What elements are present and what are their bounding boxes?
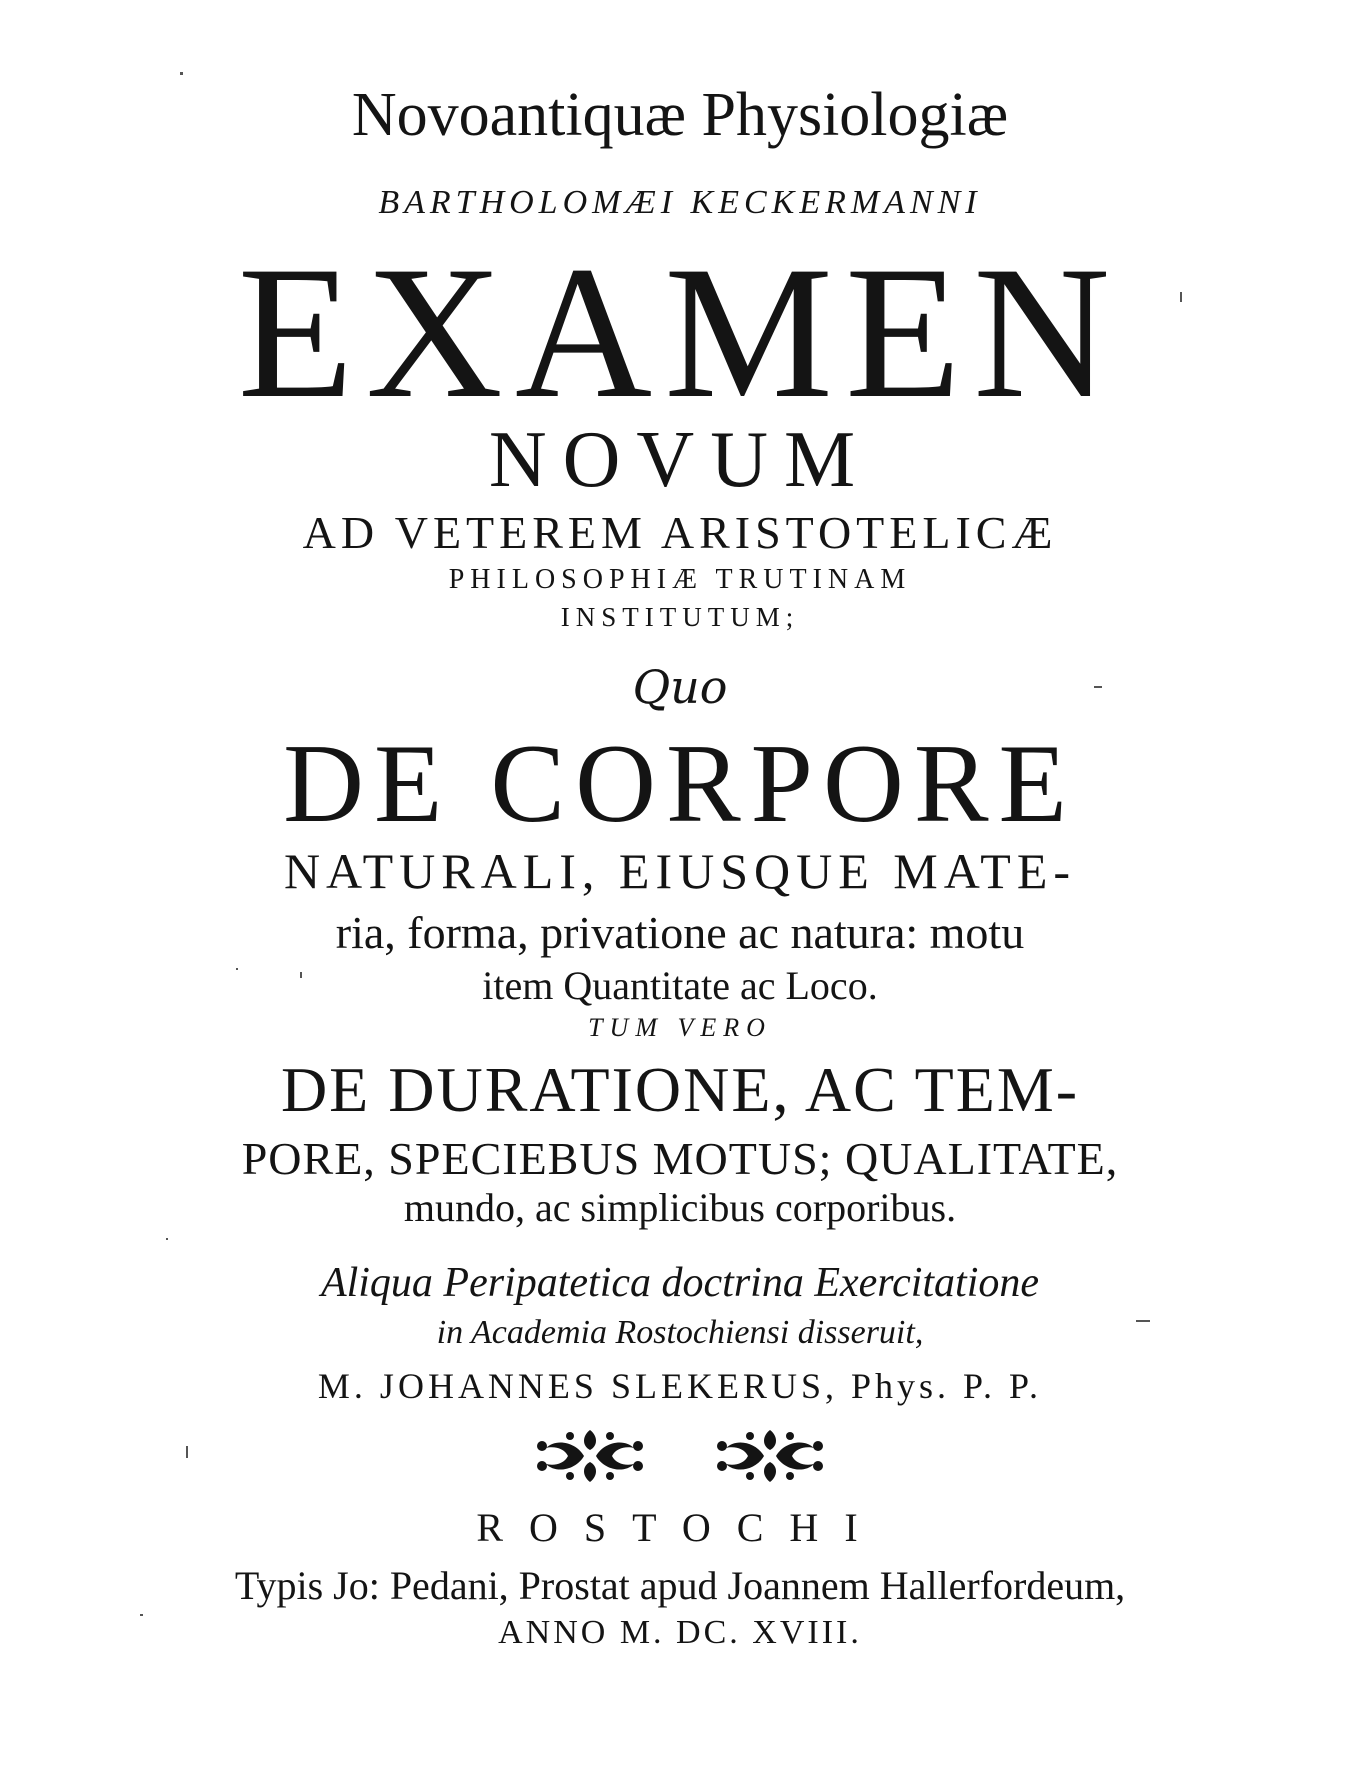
- book-title: Novoantiquæ Physiologiæ: [351, 81, 1009, 149]
- in-academia-line: in Academia Rostochiensi disseruit,: [436, 1314, 924, 1351]
- novum-heading: NOVUM: [488, 416, 872, 504]
- fleuron-ornament-icon: [510, 1424, 850, 1488]
- respondent-name: M. JOHANNES SLEKERUS, Phys. P. P.: [317, 1366, 1043, 1406]
- tum-vero-line: TUM VERO: [588, 1013, 772, 1042]
- ria-forma-line: ria, forma, privatione ac natura: motu: [335, 907, 1025, 958]
- institutum-line: INSTITUTUM;: [560, 602, 800, 632]
- quo-word: Quo: [632, 660, 728, 714]
- ad-veterem-line: AD VETEREM ARISTOTELICÆ: [302, 507, 1058, 558]
- aliqua-line: Aliqua Peripatetica doctrina Exercitatione: [320, 1260, 1040, 1306]
- naturali-line: NATURALI, EIUSQUE MATE-: [283, 843, 1077, 899]
- examen-heading: EXAMEN: [237, 228, 1123, 438]
- printer-line: Typis Jo: Pedani, Prostat apud Joannem Hallerfordeum,: [234, 1563, 1126, 1608]
- year-line: ANNO M. DC. XVIII.: [498, 1614, 862, 1651]
- place-of-printing: ROSTOCHI: [476, 1505, 884, 1550]
- author-name: BARTHOLOMÆI KECKERMANNI: [378, 184, 982, 221]
- item-quantitate-line: item Quantitate ac Loco.: [482, 963, 878, 1008]
- philosophiae-line: PHILOSOPHIÆ TRUTINAM: [448, 564, 912, 595]
- pore-speciebus-line: PORE, SPECIEBUS MOTUS; QUALITATE,: [241, 1133, 1119, 1184]
- de-duratione-line: DE DURATIONE, AC TEM-: [280, 1054, 1080, 1125]
- mundo-line: mundo, ac simplicibus corporibus.: [403, 1185, 957, 1230]
- de-corpore-heading: DE CORPORE: [283, 722, 1077, 846]
